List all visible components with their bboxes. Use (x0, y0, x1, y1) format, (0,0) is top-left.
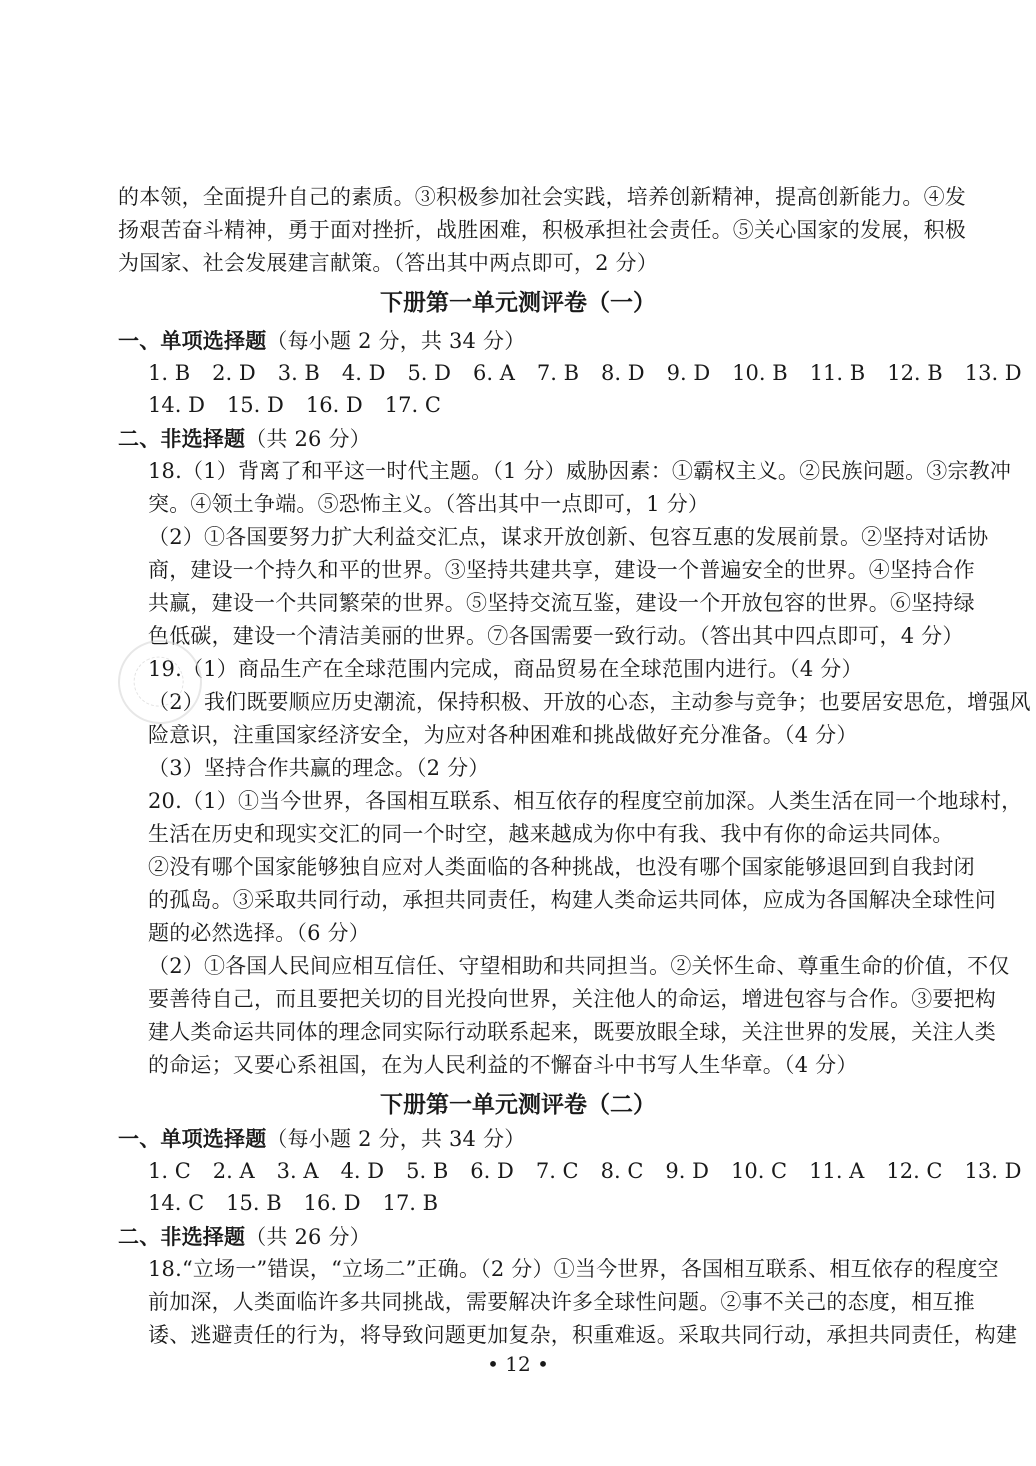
answer-row (148, 358, 1036, 388)
section-label: 二、非选择题 (118, 427, 246, 451)
answer: 7. C (535, 1159, 579, 1183)
text-line: ②没有哪个国家能够独自应对人类面临的各种挑战，也没有哪个国家能够退回到自我封闭 (148, 855, 975, 879)
text-line: （2）①各国要努力扩大利益交汇点，谋求开放创新、包容互惠的发展前景。②坚持对话协 (148, 525, 989, 549)
answer-row (148, 1156, 1036, 1186)
text-line: 生活在历史和现实交汇的同一个时空，越来越成为你中有我、我中有你的命运共同体。 (148, 822, 954, 846)
answer-row (148, 390, 463, 420)
answer: 16. D (303, 1191, 361, 1215)
answer: 3. B (277, 361, 320, 385)
answer: 11. B (809, 361, 866, 385)
text-line: 共赢，建设一个共同繁荣的世界。⑤坚持交流互鉴，建设一个开放包容的世界。⑥坚持绿 (148, 591, 975, 615)
answer: 14. C (148, 1191, 205, 1215)
text-line: 诿、逃避责任的行为，将导致问题更加复杂，积重难返。采取共同行动，承担共同责任，构建 (148, 1323, 1018, 1347)
answer: 10. C (730, 1159, 788, 1183)
answer: 13. D (964, 1159, 1022, 1183)
answer: 2. A (212, 1159, 255, 1183)
answer: 5. B (406, 1159, 449, 1183)
text-line: （2）我们既要顺应历史潮流，保持积极、开放的心态，主动参与竞争；也要居安思危，增强风 (148, 690, 1031, 714)
section-note: （共 26 分） (245, 1225, 371, 1249)
answer: 12. B (887, 361, 943, 385)
answer: 6. A (473, 361, 515, 385)
text-line: 为国家、社会发展建言献策。（答出其中两点即可，2 分） (118, 251, 658, 275)
answer: 12. C (886, 1159, 943, 1183)
answer: 17. C (384, 393, 441, 417)
answer: 1. C (148, 1159, 191, 1183)
section-label: 二、非选择题 (118, 1225, 246, 1249)
answer: 17. B (382, 1191, 439, 1215)
text-line: 建人类命运共同体的理念同实际行动联系起来，既要放眼全球，关注世界的发展，关注人类 (148, 1020, 996, 1044)
text-line: 18.“立场一”错误，“立场二”正确。（2 分）①当今世界，各国相互联系、相互依存的程度空 (148, 1257, 999, 1281)
answer: 13. D (964, 361, 1022, 385)
section-heading (118, 424, 371, 454)
section-title: 下册第一单元测评卷（二） (380, 1092, 656, 1118)
text-line: 18.（1）背离了和平这一时代主题。（1 分）威胁因素：①霸权主义。②民族问题。③宗教冲 (148, 459, 1012, 483)
text-line: 险意识，注重国家经济安全，为应对各种困难和挑战做好充分准备。（4 分） (148, 723, 858, 747)
answer: 15. D (226, 393, 284, 417)
section-note: （每小题 2 分，共 34 分） (266, 1127, 526, 1151)
answer: 7. B (536, 361, 580, 385)
text-line: 19.（1）商品生产在全球范围内完成，商品贸易在全球范围内进行。（4 分） (148, 657, 863, 681)
section-note: （共 26 分） (245, 427, 371, 451)
answer: 11. A (809, 1159, 865, 1183)
answer: 14. D (148, 393, 205, 417)
section-note: （每小题 2 分，共 34 分） (266, 329, 526, 353)
section-heading (118, 326, 525, 356)
text-line: 20.（1）①当今世界，各国相互联系、相互依存的程度空前加深。人类生活在同一个地球村， (148, 789, 1023, 813)
answer: 9. D (666, 361, 711, 385)
answer: 3. A (276, 1159, 319, 1183)
section-title: 下册第一单元测评卷（一） (380, 290, 656, 316)
text-line: 的孤岛。③采取共同行动，承担共同责任，构建人类命运共同体，应成为各国解决全球性问 (148, 888, 996, 912)
section-label: 一、单项选择题 (118, 329, 267, 353)
text-line: （3）坚持合作共赢的理念。（2 分） (148, 756, 490, 780)
answer: 5. D (407, 361, 451, 385)
text-line: 突。④领土争端。⑤恐怖主义。（答出其中一点即可，1 分） (148, 492, 710, 516)
page-number: • 12 • (487, 1352, 549, 1376)
answer: 15. B (226, 1191, 282, 1215)
answer: 9. D (665, 1159, 709, 1183)
answer: 6. D (470, 1159, 514, 1183)
text-line: 的本领，全面提升自己的素质。③积极参加社会实践，培养创新精神，提高创新能力。④发 (118, 185, 966, 209)
text-line: 商，建设一个持久和平的世界。③坚持共建共享，建设一个普遍安全的世界。④坚持合作 (148, 558, 975, 582)
text-line: 扬艰苦奋斗精神，勇于面对挫折，战胜困难，积极承担社会责任。⑤关心国家的发展，积极 (118, 218, 966, 242)
text-line: 的命运；又要心系祖国，在为人民利益的不懈奋斗中书写人生华章。（4 分） (148, 1053, 858, 1077)
text-line: 色低碳，建设一个清洁美丽的世界。⑦各国需要一致行动。（答出其中四点即可，4 分） (148, 624, 964, 648)
text-line: 要善待自己，而且要把关切的目光投向世界，关注他人的命运，增进包容与合作。③要把构 (148, 987, 996, 1011)
text-line: （2）①各国人民间应相互信任、守望相助和共同担当。②关怀生命、尊重生命的价值，不仅 (148, 954, 1010, 978)
text-line: 题的必然选择。（6 分） (148, 921, 370, 945)
text-line: 前加深，人类面临许多共同挑战，需要解决许多全球性问题。②事不关己的态度，相互推 (148, 1290, 975, 1314)
section-heading (118, 1222, 371, 1252)
answer: 4. D (340, 1159, 385, 1183)
section-label: 一、单项选择题 (118, 1127, 267, 1151)
answer: 8. D (601, 361, 645, 385)
answer: 1. B (148, 361, 191, 385)
answer-row (148, 1188, 460, 1218)
section-heading (118, 1124, 525, 1154)
answer: 4. D (341, 361, 386, 385)
answer: 2. D (212, 361, 256, 385)
answer: 8. C (600, 1159, 644, 1183)
answer: 16. D (305, 393, 363, 417)
answer: 10. B (732, 361, 788, 385)
